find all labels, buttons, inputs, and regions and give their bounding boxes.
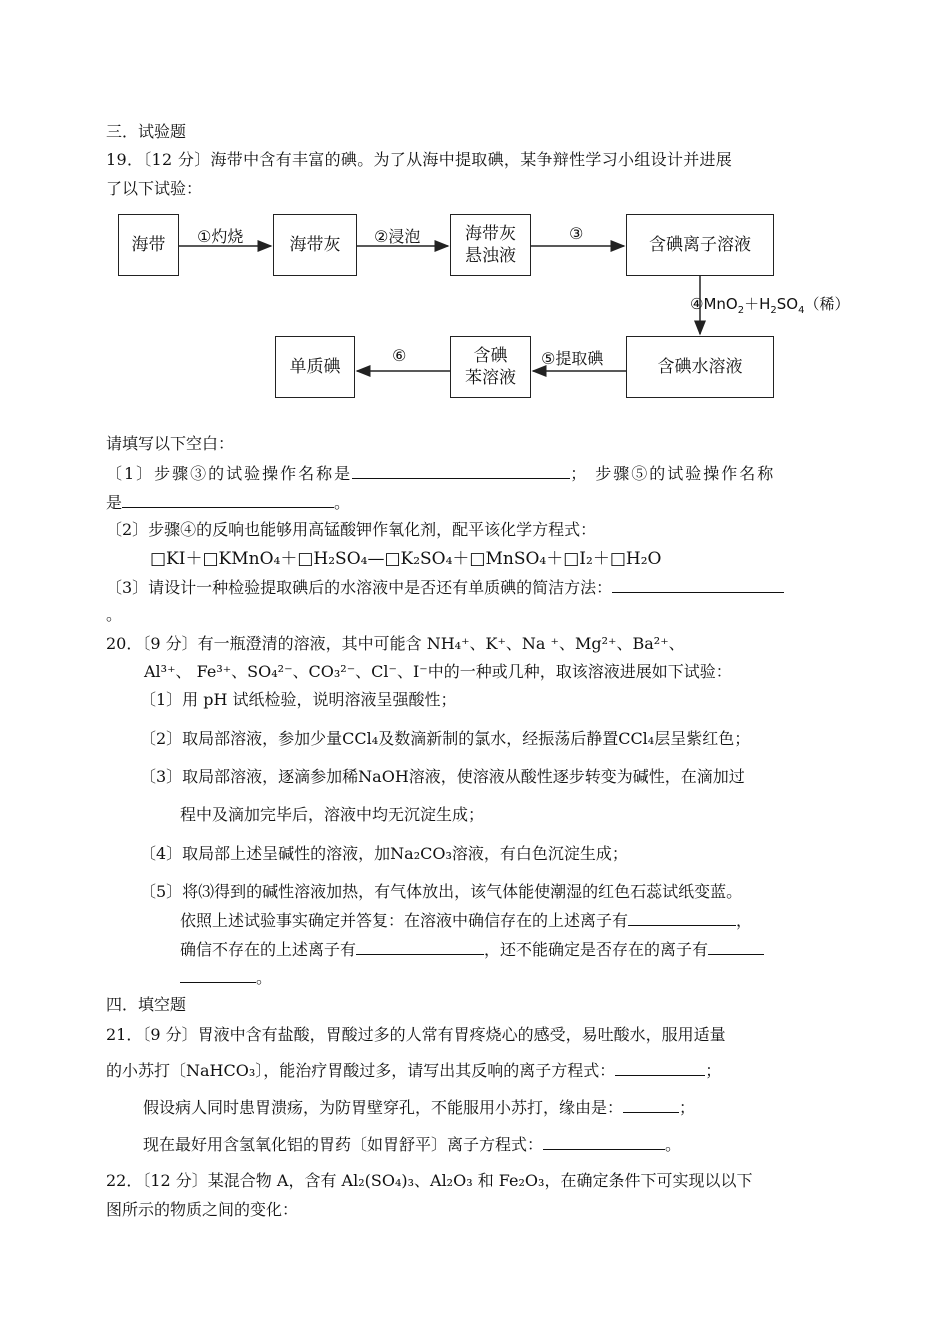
section-heading-fill: 四．填空题 xyxy=(106,995,187,1014)
q19-part2: 〔2〕步骤④的反响也能够用高锰酸钾作氧化剂，配平该化学方程式： xyxy=(106,520,597,539)
flow-box-iodine-water: 含碘水溶液 xyxy=(626,336,774,398)
flow-box-haidaihui: 海带灰 xyxy=(273,214,357,276)
q20-step3: 〔3〕取局部溶液，逐滴参加稀NaOH溶液，使溶液从酸性逐步转变为碱性，在滴加过 xyxy=(140,767,745,786)
question-22-stem-cont: 图所示的物质之间的变化： xyxy=(106,1200,299,1219)
answer-blank-step3[interactable] xyxy=(352,462,570,479)
arrow-label-3: ③ xyxy=(569,224,584,243)
arrow-label-6: ⑥ xyxy=(392,346,407,365)
q19-part3: 〔3〕请设计一种检验提取碘后的水溶液中是否还有单质碘的简洁方法： xyxy=(106,576,784,599)
arrow-label-4: $④MnO_2+H_2SO_4$（稀） xyxy=(690,295,850,316)
answer-blank-uncertain-ions-cont[interactable] xyxy=(180,966,256,983)
answer-blank-step5[interactable] xyxy=(122,491,334,508)
arrow-label-5: ⑤提取碘 xyxy=(541,349,604,368)
q20-conclusion-2: 确信不存在的上述离子有 ，还不能确定是否存在的离子有 xyxy=(180,938,764,961)
chemical-equation: □KI＋□KMnO₄＋□H₂SO₄—□K₂SO₄＋□MnSO₄＋□I₂＋□H₂O xyxy=(150,549,662,569)
question-21-line4: 现在最好用含氢氧化铝的胃药〔如胃舒平〕离子方程式： 。 xyxy=(143,1135,682,1154)
q19-part1: 〔1〕步骤③的试验操作名称是 ； 步骤⑤的试验操作名称 xyxy=(106,464,776,483)
answer-blank-present-ions[interactable] xyxy=(628,909,736,926)
q20-conclusion-3: 。 xyxy=(180,966,272,989)
question-20-stem-cont: Al³⁺、 Fe³⁺、SO₄²⁻、CO₃²⁻、Cl⁻、I⁻中的一种或几种，取该溶液进展如下试验： xyxy=(144,662,732,681)
question-19-stem-cont: 了以下试验： xyxy=(106,179,203,198)
question-22-stem: 22．〔12 分〕某混合物 A，含有 Al₂(SO₄)₃、Al₂O₃ 和 Fe₂O₃，在确定条件下可实现以以下 xyxy=(106,1171,753,1190)
q20-step5: 〔5〕将⑶得到的碱性溶液加热，有气体放出，该气体能使潮湿的红色石蕊试纸变蓝。 xyxy=(140,882,743,901)
answer-blank-absent-ions[interactable] xyxy=(356,938,484,955)
answer-blank-uncertain-ions[interactable] xyxy=(708,938,764,955)
answer-blank-iodine-test[interactable] xyxy=(612,576,784,593)
arrow-label-1: ①灼烧 xyxy=(197,227,244,246)
q20-conclusion-1: 依照上述试验事实确定并答复：在溶液中确信存在的上述离子有 ， xyxy=(180,911,753,930)
fill-instruction: 请填写以下空白： xyxy=(106,434,235,453)
answer-blank-ionic-equation[interactable] xyxy=(615,1059,705,1076)
q19-part1-cont: 是 。 xyxy=(106,493,351,512)
question-19-stem: 19．〔12 分〕海带中含有丰富的碘。为了从海中提取碘，某争辩性学习小组设计并进展 xyxy=(106,150,733,169)
question-20-stem: 20．〔9 分〕有一瓶澄清的溶液，其中可能含 NH₄⁺、K⁺、Na ⁺、Mg²⁺、Ba²⁺、 xyxy=(106,634,685,653)
flow-box-iodine: 单质碘 xyxy=(275,336,355,398)
answer-blank-reason[interactable] xyxy=(623,1096,679,1113)
question-21-line3: 假设病人同时患胃溃疡，为防胃壁穿孔，不能服用小苏打，缘由是： ； xyxy=(143,1098,696,1117)
section-heading: 三．试验题 xyxy=(106,122,187,141)
q20-step4: 〔4〕取局部上述呈碱性的溶液，加Na₂CO₃溶液，有白色沉淀生成； xyxy=(140,844,628,863)
q20-step3-cont: 程中及滴加完毕后，溶液中均无沉淀生成； xyxy=(180,805,485,824)
q19-part3-end: 。 xyxy=(106,605,123,624)
answer-blank-aloh3-equation[interactable] xyxy=(543,1133,665,1150)
q20-step2: 〔2〕取局部溶液，参加少量CCl₄及数滴新制的氯水，经振荡后静置CCl₄层呈紫红色； xyxy=(140,729,751,748)
flow-box-suspension: 海带灰 悬浊液 xyxy=(450,214,531,276)
question-21-line2: 的小苏打〔NaHCO₃〕，能治疗胃酸过多，请写出其反响的离子方程式： ； xyxy=(106,1061,722,1080)
arrow-label-2: ②浸泡 xyxy=(374,227,421,246)
question-21-stem: 21．〔9 分〕胃液中含有盐酸，胃酸过多的人常有胃疼烧心的感受，易吐酸水，服用适量 xyxy=(106,1025,726,1044)
q20-step1: 〔1〕用 pH 试纸检验，说明溶液呈强酸性； xyxy=(140,690,457,709)
flow-box-iodide-solution: 含碘离子溶液 xyxy=(626,214,774,276)
flow-box-benzene-solution: 含碘 苯溶液 xyxy=(450,336,531,398)
flow-box-haidai: 海带 xyxy=(118,214,179,276)
flow-arrows xyxy=(0,0,950,420)
